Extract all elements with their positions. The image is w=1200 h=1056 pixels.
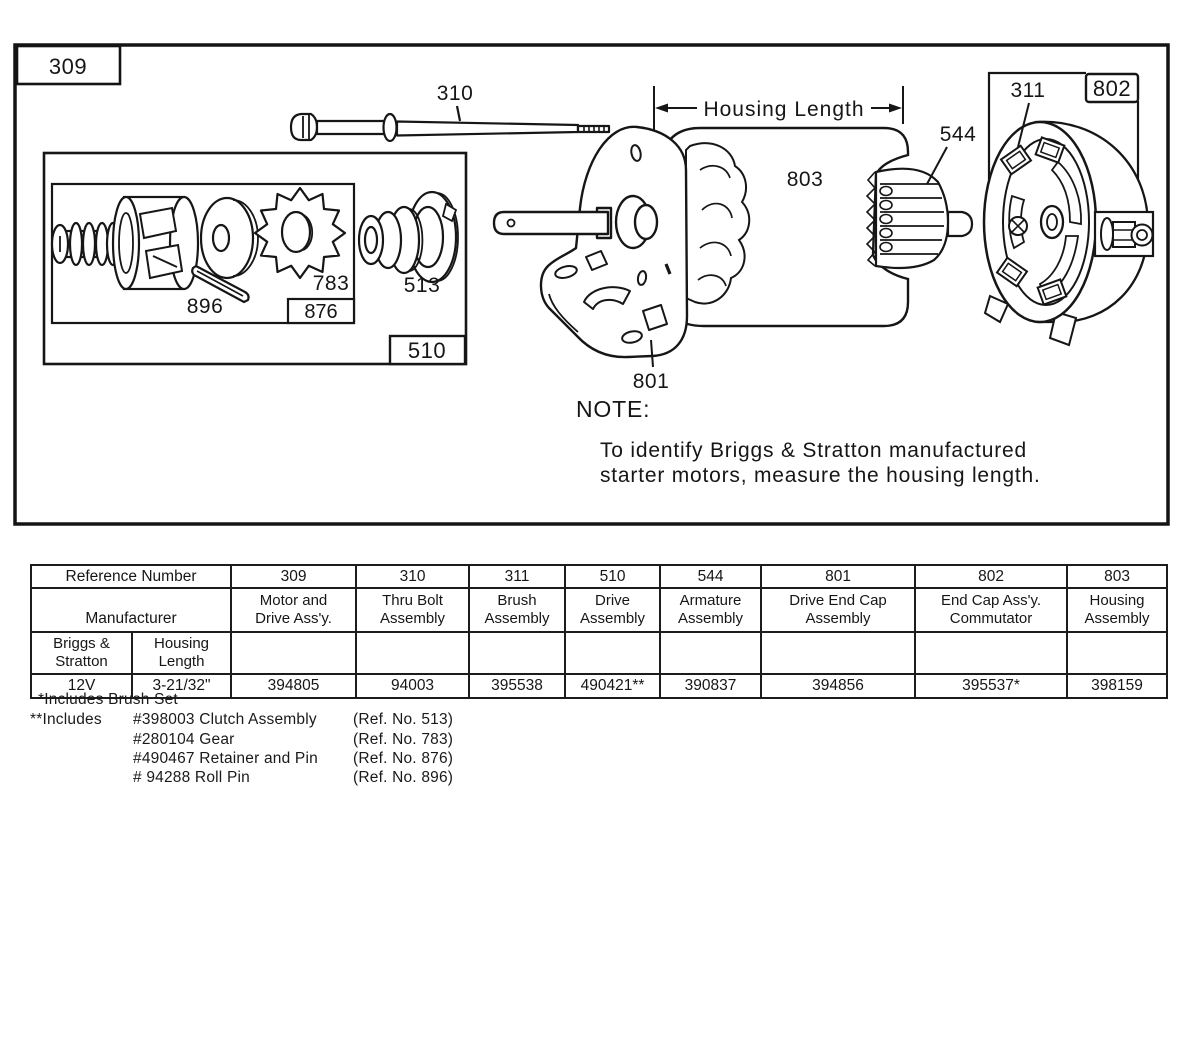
pinion-gear-drawing <box>255 188 345 278</box>
part-name-line: Assembly <box>805 610 871 627</box>
callout-801: 801 <box>632 370 670 393</box>
empty-cell <box>915 632 1067 674</box>
housing-length-line: Length <box>158 653 205 670</box>
part-name-line: Motor and <box>259 592 328 609</box>
empty-cell <box>469 632 565 674</box>
empty-cell <box>660 632 761 674</box>
footnote-ref: (Ref. No. 783) <box>353 731 454 748</box>
footnote-item <box>133 769 453 787</box>
housing-length-line: Housing <box>153 635 210 652</box>
footnote-brush-set: *Includes Brush Set <box>38 691 178 708</box>
footnote-part: #398003 Clutch Assembly <box>133 711 317 728</box>
part-name-line: Drive <box>595 592 631 609</box>
part-number-cell: 395538 <box>469 674 565 698</box>
part-name-line: Assembly <box>580 610 646 627</box>
part-name-cell <box>565 588 660 632</box>
footnote-part: #280104 Gear <box>133 731 235 748</box>
empty-cell <box>565 632 660 674</box>
callout-513: 513 <box>403 274 441 297</box>
ref-number-cell: 309 <box>231 565 356 588</box>
part-name-line: Brush <box>497 592 537 609</box>
arrow-right-icon <box>889 104 902 113</box>
footnote-part: #490467 Retainer and Pin <box>133 750 318 767</box>
ref-number-cell: 310 <box>356 565 469 588</box>
end-cap-brush-drawing <box>984 103 1153 345</box>
footnote-part: # 94288 Roll Pin <box>133 769 250 786</box>
dimension-label: Housing Length <box>703 98 865 121</box>
footnote-ref: (Ref. No. 513) <box>353 711 454 728</box>
starter-drive-clutch-drawing <box>52 197 198 289</box>
part-name-cell <box>469 588 565 632</box>
part-number-cell: 398159 <box>1067 674 1167 698</box>
washer-drawing <box>201 198 258 278</box>
part-name-line: End Cap Ass'y. <box>940 592 1042 609</box>
voltage-cell: 12V <box>31 674 132 698</box>
bolt-head <box>291 114 317 140</box>
part-name-line: Armature <box>679 592 742 609</box>
footnote-ref: (Ref. No. 876) <box>353 750 454 767</box>
empty-cell <box>761 632 915 674</box>
empty-cell <box>1067 632 1167 674</box>
part-number-cell: 394856 <box>761 674 915 698</box>
part-number-cell: 94003 <box>356 674 469 698</box>
part-name-cell <box>356 588 469 632</box>
part-name-line: Assembly <box>678 610 744 627</box>
ref-number-cell: 803 <box>1067 565 1167 588</box>
part-number-cell: 390837 <box>660 674 761 698</box>
part-name-line: Drive Ass'y. <box>255 610 332 627</box>
callout-544: 544 <box>939 123 977 146</box>
part-name-cell <box>231 588 356 632</box>
note-text <box>576 396 1041 487</box>
note-line-2: starter motors, measure the housing length. <box>600 464 1041 487</box>
part-name-cell <box>761 588 915 632</box>
footnote-item <box>133 750 453 768</box>
callout-311: 311 <box>1010 79 1046 102</box>
table-row <box>31 632 1167 674</box>
clutch-ratchet-drawing <box>359 192 458 282</box>
part-name-line: Thru Bolt <box>382 592 443 609</box>
part-name-line: Assembly <box>484 610 550 627</box>
part-name-cell <box>915 588 1067 632</box>
manufacturer-line: Stratton <box>55 653 108 670</box>
note-line-1: To identify Briggs & Stratton manufactured <box>600 439 1027 462</box>
ref-number-cell: 802 <box>915 565 1067 588</box>
part-number-cell: 395537* <box>915 674 1067 698</box>
part-name-cell <box>660 588 761 632</box>
table-row <box>31 565 1167 588</box>
note-heading: NOTE: <box>576 396 651 422</box>
part-number-cell: 490421** <box>565 674 660 698</box>
footnote-item <box>133 711 453 729</box>
part-name-line: Commutator <box>949 610 1033 627</box>
table-row <box>31 588 1167 632</box>
part-name-line: Housing <box>1089 592 1145 609</box>
manufacturer-name-cell <box>31 632 132 674</box>
ref-number-cell: 544 <box>660 565 761 588</box>
thru-bolt-drawing <box>291 106 609 141</box>
ref-number-cell: 801 <box>761 565 915 588</box>
ref-number-cell: 510 <box>565 565 660 588</box>
reference-number-header: Reference Number <box>31 565 231 588</box>
footnote-item <box>133 731 453 749</box>
callout-510: 510 <box>407 338 447 363</box>
part-name-line: Assembly <box>380 610 446 627</box>
housing-length-header-cell <box>132 632 231 674</box>
manufacturer-header: Manufacturer <box>31 588 231 632</box>
manufacturer-line: Briggs & <box>53 635 110 652</box>
empty-cell <box>231 632 356 674</box>
callout-876: 876 <box>304 301 338 323</box>
callout-783: 783 <box>312 272 350 295</box>
part-name-line: Assembly <box>1084 610 1150 627</box>
table-row <box>31 674 1167 698</box>
footnote-ref: (Ref. No. 896) <box>353 769 454 786</box>
callout-802: 802 <box>1092 76 1132 101</box>
parts-reference-table <box>30 564 1168 699</box>
housing-length-value-cell: 3-21/32" <box>132 674 231 698</box>
leader-310 <box>457 106 460 121</box>
callout-803: 803 <box>786 168 824 191</box>
part-name-cell <box>1067 588 1167 632</box>
empty-cell <box>356 632 469 674</box>
part-number-cell: 394805 <box>231 674 356 698</box>
callout-309: 309 <box>48 54 88 79</box>
callout-310: 310 <box>436 82 474 105</box>
footnote-includes-label: **Includes <box>30 711 102 728</box>
callout-896: 896 <box>186 295 224 318</box>
part-name-line: Drive End Cap <box>789 592 887 609</box>
arrow-left-icon <box>655 104 668 113</box>
ref-number-cell: 311 <box>469 565 565 588</box>
drive-end-cap-drawing <box>494 127 687 367</box>
leader-544 <box>927 147 947 184</box>
